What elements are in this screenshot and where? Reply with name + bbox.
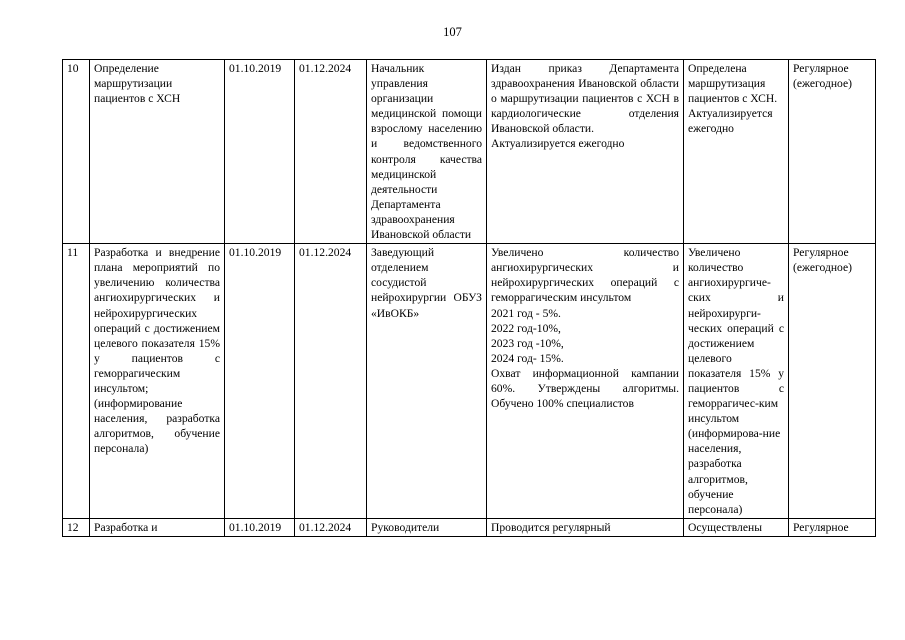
responsible: Руководители — [367, 518, 487, 536]
table-row — [63, 518, 876, 536]
activity-type: Регулярное (ежегодное) — [789, 244, 876, 519]
row-number: 10 — [63, 60, 90, 244]
indicator: Увеличено количество ангиохирургиче-ских и нейрохирурги-ческих операций с достижением целевого показателя 15% у пациентов с геморрагичес-ким инсультом (информирова-ние населения, разработка алгоритмов, обучение персонала) — [684, 244, 789, 519]
indicator: Определена маршрутизация пациентов с ХСН. Актуализируется ежегодно — [684, 60, 789, 244]
activity-name: Разработка и внедрение плана мероприятий по увеличению количества ангиохирургических и нейрохирургических операций с достижением целевого показателя 15% у пациентов с геморрагическим инсультом; (информирование населения, разработка алгоритмов, обучение персонала) — [90, 244, 225, 519]
responsible: Заведующий отделением сосудистой нейрохирургии ОБУЗ «ИвОКБ» — [367, 244, 487, 519]
start-date: 01.10.2019 — [225, 518, 295, 536]
activity-type: Регулярное (ежегодное) — [789, 60, 876, 244]
table-row — [63, 244, 876, 519]
end-date: 01.12.2024 — [295, 244, 367, 519]
activity-name: Разработка и — [90, 518, 225, 536]
start-date: 01.10.2019 — [225, 244, 295, 519]
row-number: 12 — [63, 518, 90, 536]
page-number: 107 — [443, 25, 462, 39]
end-date: 01.12.2024 — [295, 60, 367, 244]
plan-table — [62, 59, 876, 537]
result: Увеличено количество ангиохирургических и нейрохирургических операций с геморрагическим инсультом 2021 год - 5%. 2022 год-10%, 2023 год -10%, 2024 год- 15%. Охват информационной кампании 60%. Утверждены алгоритмы. Обучено 100% специалистов — [487, 244, 684, 519]
result: Издан приказ Департамента здравоохранения Ивановской области о маршрутизации пациентов с ХСН в кардиологические отделения Ивановской области. Актуализируется ежегодно — [487, 60, 684, 244]
responsible: Начальник управления организации медицинской помощи взрослому населению и ведомственного контроля качества медицинской деятельности Департамента здравоохранения Ивановской области — [367, 60, 487, 244]
activity-type: Регулярное — [789, 518, 876, 536]
activity-name: Определение маршрутизации пациентов с ХСН — [90, 60, 225, 244]
row-number: 11 — [63, 244, 90, 519]
end-date: 01.12.2024 — [295, 518, 367, 536]
indicator: Осуществлены — [684, 518, 789, 536]
start-date: 01.10.2019 — [225, 60, 295, 244]
table-row — [63, 60, 876, 244]
result: Проводится регулярный — [487, 518, 684, 536]
